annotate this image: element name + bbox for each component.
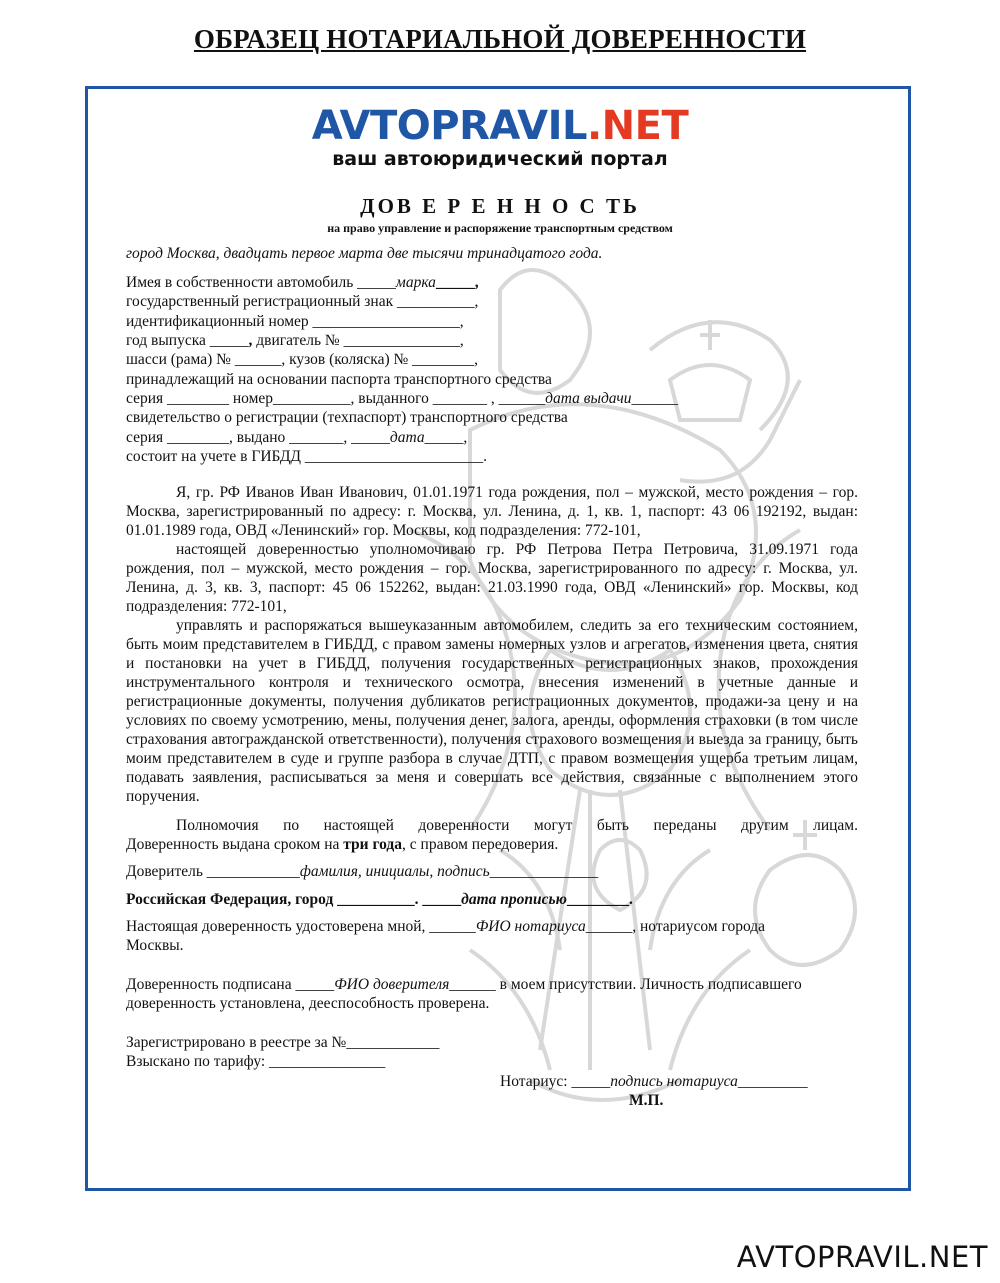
principal-text: Я, гр. РФ Иванов Иван Иванович, 01.01.1971 года рождения, пол – мужской, место рождения – гор. Москва, зарегистрированный по адресу: г. Москва, ул. Ленина, д. 1, кв. 1, паспорт: 43 06 192192, выдан: 01.01.1989 года, ОВД «Ленинский» гор. Москвы, код подразделения: 772-101, <box>126 484 858 539</box>
place-date: город Москва, двадцать первое марта две тысячи тринадцатого года. <box>126 245 603 262</box>
date-in-words-field: дата прописью <box>461 891 567 908</box>
powers-text: управлять и распоряжаться вышеуказанным автомобилем, следить за его техническим состоянием, быть моим представителем в ГИБДД, с правом замены номерных узлов и агрегатов, изменения цвета, снятия и постановки на учет в ГИБДД, получения государственных регистрационных знаков, прохождения инструментального контроля и технического осмотра, внесения изменений в учетные данные и регистрационные документы, получения дубликатов регистрационных документов, продажи-за цену и на условиях по своему усмотрению, мены, получения денег, залога, аренды, оформления страховки (в том числе страхования автогражданской ответственности), получения страхового возмещения и выезда за границу, быть моим представителем в суде и группе разбора в случае ДТП, с правом возмещения ущерба третьим лицам, подавать заявления, расписываться за меня и совершать все действия, связанные с выполнением этого поручения. <box>126 617 858 805</box>
grantor-label: Доверитель ____________ <box>126 863 300 880</box>
federation-end: ________. <box>566 891 633 908</box>
term-end: , с правом передоверия. <box>402 836 559 853</box>
logo-text-domain: .NET <box>586 103 689 149</box>
vehicle-line-10: состоит на учете в ГИБДД _______________________. <box>126 448 487 465</box>
vehicle-line-1-end: _____, <box>435 274 479 291</box>
document-subtitle: на право управление и распоряжение транспортным средством <box>327 221 673 235</box>
notary-line <box>500 1072 808 1091</box>
vehicle-line-6: принадлежащий на основании паспорта транспортного средства <box>126 371 552 388</box>
vehicle-line-5: шасси (рама) № ______, кузов (коляска) № ________, <box>126 351 479 368</box>
powers-paragraph <box>126 616 858 806</box>
transfer-paragraph <box>126 816 858 835</box>
seal-placeholder: М.П. <box>629 1092 664 1109</box>
vehicle-line-4 <box>126 331 464 350</box>
brand-field: марка <box>395 274 436 291</box>
signed-line <box>126 975 802 994</box>
term-duration: три года <box>343 836 403 853</box>
vehicle-line-9-text: серия ________, выдано _______, _____ <box>126 429 390 446</box>
certified-text: Настоящая доверенность удостоверена мной, ______ <box>126 918 476 935</box>
document-title: ДОВ Е Р Е Н Н О С ТЬ <box>360 194 640 218</box>
vehicle-line-4-comma: , <box>248 332 253 349</box>
attorney-paragraph <box>126 540 858 616</box>
term-text: Доверенность выдана сроком на <box>126 836 344 853</box>
vehicle-line-9 <box>126 428 467 447</box>
signed-end: ______ в моем присутствии. Личность подписавшего <box>449 976 802 993</box>
notary-signature-field: подпись нотариуса <box>610 1073 738 1090</box>
federation-line <box>126 890 633 909</box>
principal-paragraph <box>126 483 858 540</box>
page-title: ОБРАЗЕЦ НОТАРИАЛЬНОЙ ДОВЕРЕННОСТИ <box>193 24 807 54</box>
vehicle-line-1 <box>126 273 479 292</box>
grantor-line-end: ______________ <box>489 863 599 880</box>
issue-date-field: дата выдачи <box>545 390 632 407</box>
certified-end: ______, нотариусом города <box>585 918 766 935</box>
vehicle-line-7 <box>126 389 678 408</box>
signed-line-2: доверенность установлена, дееспособность проверена. <box>126 995 490 1012</box>
vehicle-line-2: государственный регистрационный знак __________, <box>126 293 479 310</box>
vehicle-line-4-end: двигатель № _______________, <box>252 332 464 349</box>
grantor-name-field: ФИО доверителя <box>334 976 450 993</box>
vehicle-line-4-text: год выпуска _____ <box>126 332 249 349</box>
certified-line <box>126 917 765 936</box>
vehicle-line-9-end: _____, <box>424 429 468 446</box>
vehicle-line-7-end: ______ <box>631 390 678 407</box>
federation-text: Российская Федерация, город __________. _____ <box>126 891 462 908</box>
notary-line-end: _________ <box>737 1073 808 1090</box>
transfer-text: Полномочия по настоящей доверенности могут быть переданы другим лицам. <box>176 817 858 834</box>
date-field: дата <box>389 429 425 446</box>
notary-name-field: ФИО нотариуса <box>475 918 586 935</box>
grantor-signature-field: фамилия, инициалы, подпись <box>299 863 490 880</box>
logo-text-main: AVTOPRAVIL <box>311 103 587 149</box>
grantor-line <box>126 862 598 881</box>
attorney-text: настоящей доверенностью уполномочиваю гр. РФ Петрова Петра Петровича, 31.09.1971 года рождения, пол – мужской, место рождения – гор. Москва, зарегистрированного по адресу: г. Москва, ул. Ленина, д. 3, кв. 3, паспорт: 45 06 152262, выдан: 21.03.1990 года, ОВД «Ленинский» гор. Москвы, код подразделения: 772-101, <box>126 541 858 615</box>
portal-logo <box>0 103 1000 149</box>
vehicle-line-8: свидетельство о регистрации (техпаспорт) транспортного средства <box>126 409 568 426</box>
footer-brand: AVTOPRAVIL.NET <box>736 1240 988 1274</box>
vehicle-line-1-text: Имея в собственности автомобиль _____ <box>126 274 396 291</box>
term-line <box>126 835 558 854</box>
tariff-line: Взыскано по тарифу: _______________ <box>126 1053 386 1070</box>
vehicle-line-7-text: серия ________ номер__________, выданного _______ , ______ <box>126 390 546 407</box>
logo-subtitle: ваш автоюридический портал <box>332 148 668 170</box>
notary-label: Нотариус: _____ <box>500 1073 611 1090</box>
certified-line-2: Москвы. <box>126 937 184 954</box>
signed-text: Доверенность подписана _____ <box>126 976 335 993</box>
registry-line: Зарегистрировано в реестре за №____________ <box>126 1034 440 1051</box>
vehicle-line-3: идентификационный номер ___________________, <box>126 313 464 330</box>
